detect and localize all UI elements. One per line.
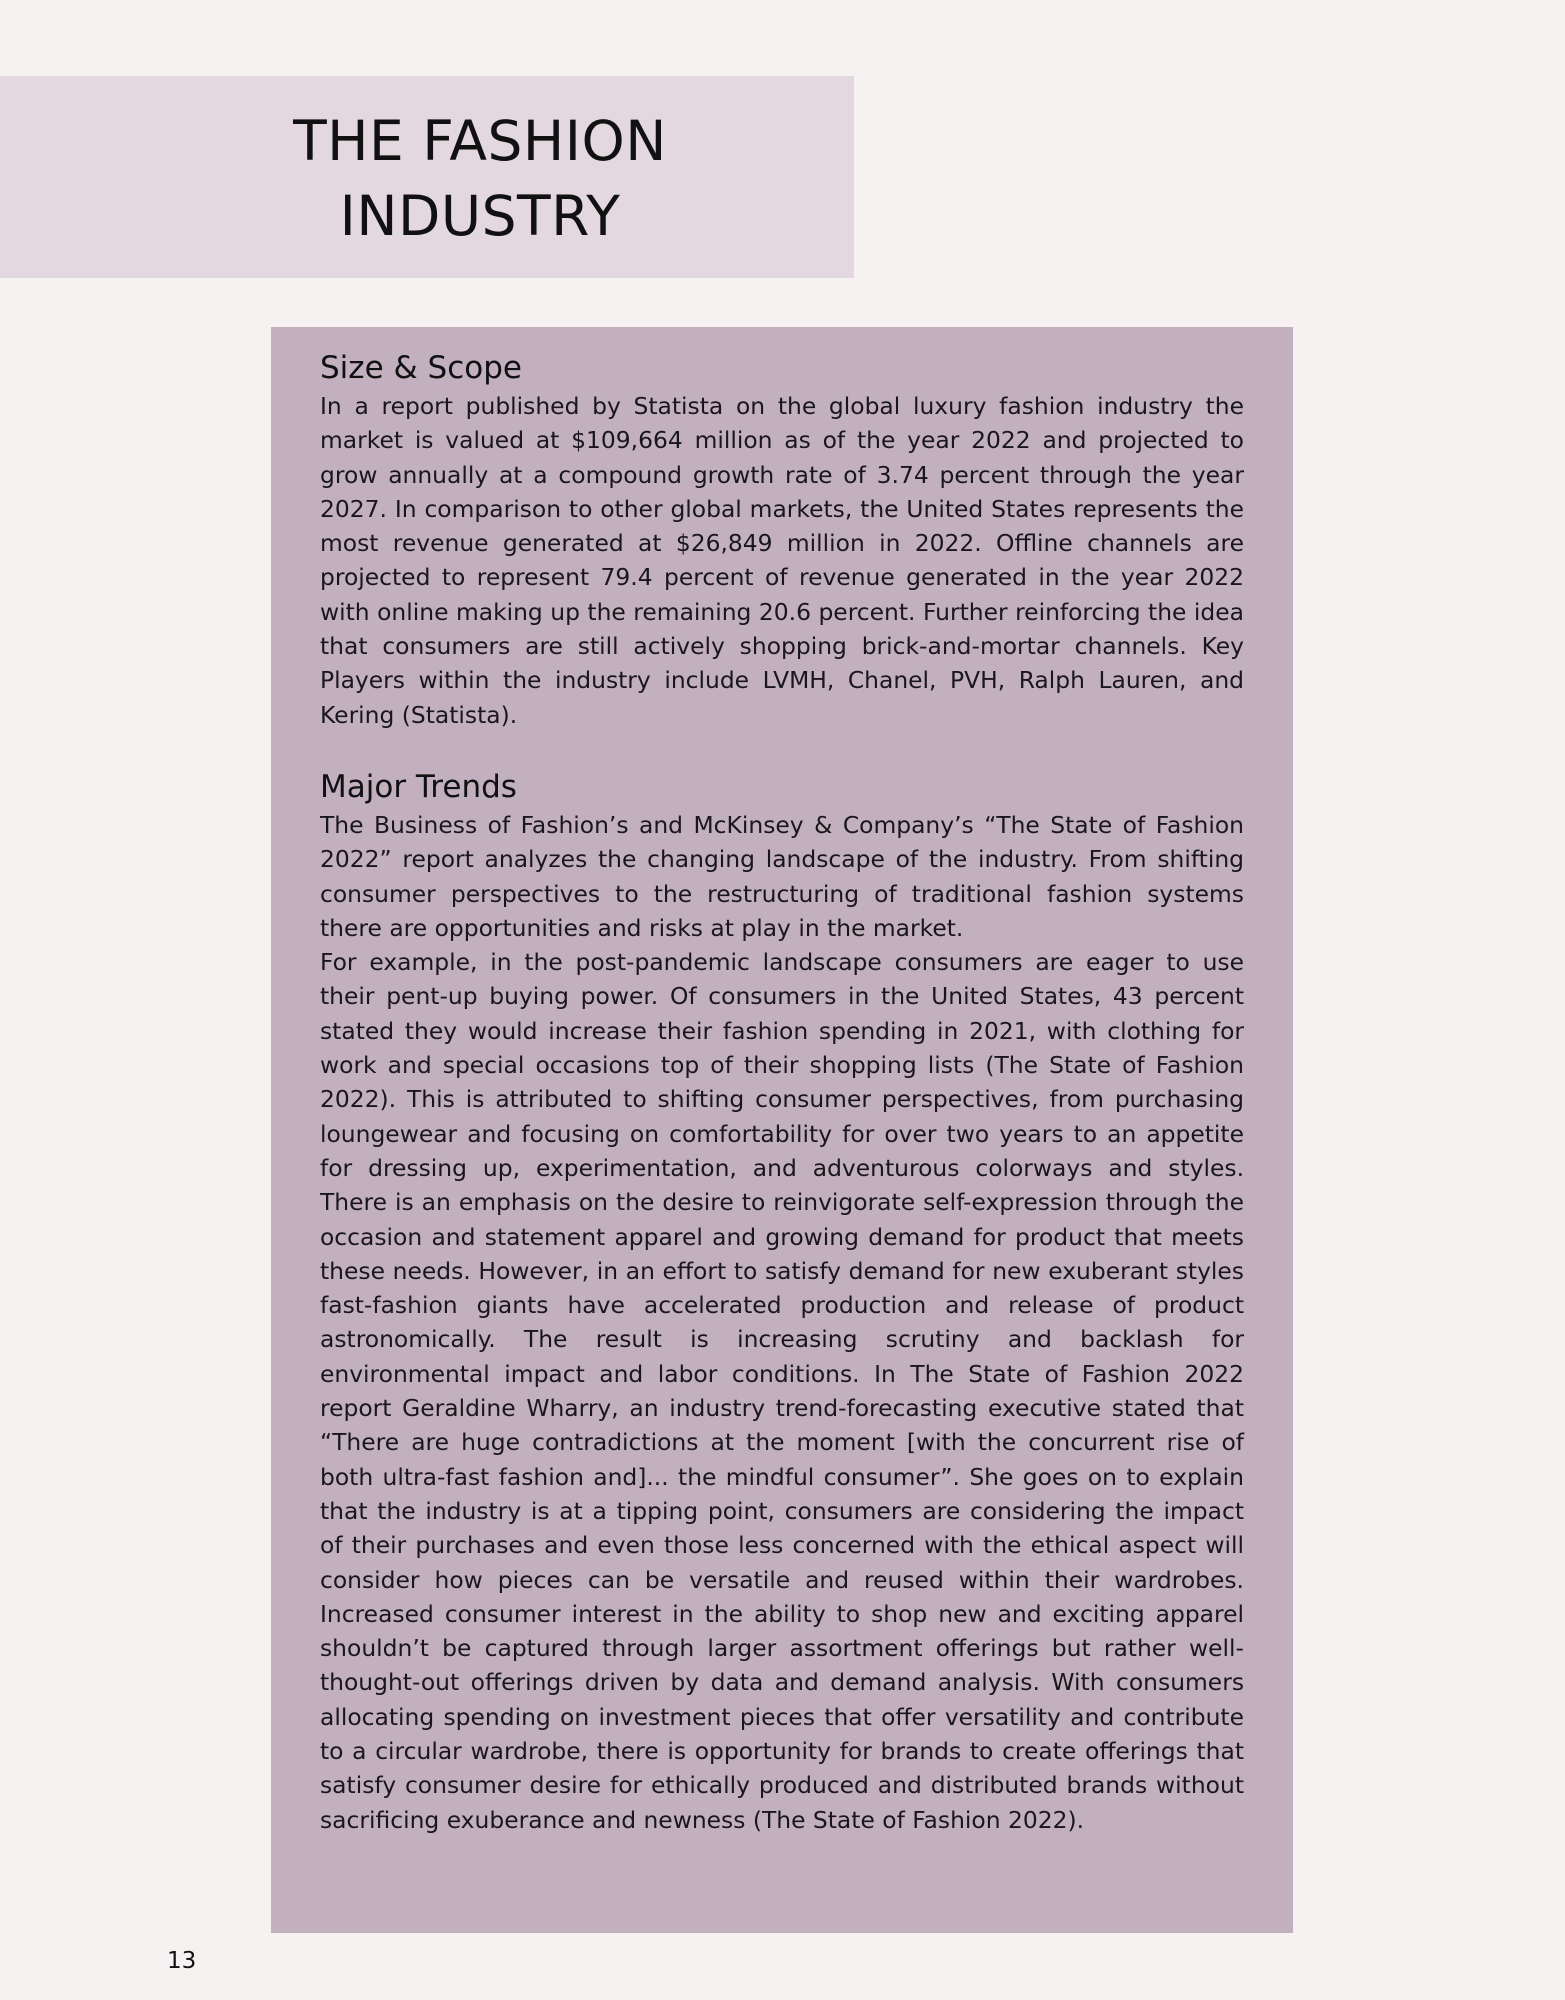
paragraph-size-scope: In a report published by Statista on the global luxury fashion industry the market is valued at $109,664 million as of the year 2022 and projected to grow annually at a compound growth rate of 3.74 percent through the year 2027. In comparison to other global markets, the United States represents the most revenue generated at $26,849 million in 2022. Offline channels are projected to represent 79.4 percent of revenue generated in the year 2022 with online making up the remaining 20.6 percent. Further reinforcing the idea that consumers are still actively shopping brick-and-mortar channels. Key Players within the industry include LVMH, Chanel, PVH, Ralph Lauren, and Kering (Statista). <box>320 392 1244 729</box>
page-title <box>180 104 780 254</box>
paragraph-major-trends-intro: The Business of Fashion’s and McKinsey & Company’s “The State of Fashion 2022” report analyzes the changing landscape of the industry. From shifting consumer perspectives to the restructuring of traditional fashion systems there are opportunities and risks at play in the market. <box>320 810 1244 942</box>
content-box <box>271 327 1293 1933</box>
page-title-line-1: THE FASHION <box>293 109 667 173</box>
section-spacer <box>320 732 1244 766</box>
section-heading-major-trends: Major Trends <box>320 768 517 805</box>
page-title-line-2: INDUSTRY <box>339 184 621 248</box>
page-number: 13 <box>167 1948 197 1974</box>
section-heading-size-scope: Size & Scope <box>320 350 522 386</box>
paragraph-major-trends-body: For example, in the post-pandemic landscape consumers are eager to use their pent-up buying power. Of consumers in the United States, 43 percent stated they would increase their fashion spending in 2021, with clothing for work and special occasions top of their shopping lists (The State of Fashion 2022). This is attributed to shifting consumer perspectives, from purchasing loungewear and focusing on comfortability for over two years to an appetite for dressing up, experimentation, and adventurous colorways and styles. There is an emphasis on the desire to reinvigorate self-expression through the occasion and statement apparel and growing demand for product that meets these needs. However, in an effort to satisfy demand for new exuberant styles fast-fashion giants have accelerated production and release of product astronomically. The result is increasing scrutiny and backlash for environmental impact and labor conditions. In The State of Fashion 2022 report Geraldine Wharry, an industry trend-forecasting executive stated that “There are huge contradictions at the moment [with the concurrent rise of both ultra-fast fashion and]... the mindful consumer”. She goes on to explain that the industry is at a tipping point, consumers are considering the impact of their purchases and even those less concerned with the ethical aspect will consider how pieces can be versatile and reused within their wardrobes. Increased consumer interest in the ability to shop new and exciting apparel shouldn’t be captured through larger assortment offerings but rather well-thought-out offerings driven by data and demand analysis. With consumers allocating spending on investment pieces that offer versatility and contribute to a circular wardrobe, there is opportunity for brands to create offerings that satisfy consumer desire for ethically produced and distributed brands without sacrificing exuberance and newness (The State of Fashion 2022). <box>320 948 1244 1834</box>
